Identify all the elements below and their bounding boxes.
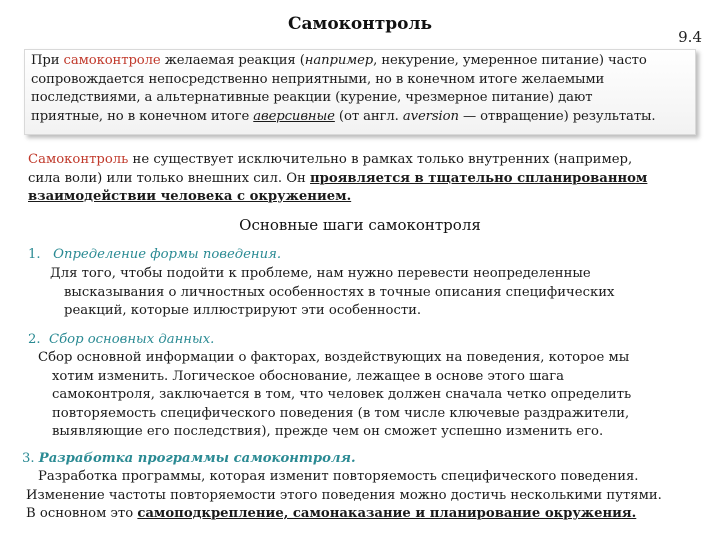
step-3-body: Разработка программы, которая изменит повторяемость специфического поведения. Изменение частоты повторяемости этого поведения можно достичь несколькими путями. В основном это самоподкрепление, самонаказание и планирование окружения. — [26, 469, 662, 521]
intro-box — [24, 49, 696, 135]
step-3-heading: 3. Разработка программы самоконтроля. — [22, 451, 356, 466]
para2-line-3: взаимодействии человека с окружением. — [28, 189, 352, 204]
step-2-body: Сбор основной информации о факторах, воздействующих на поведения, которое мы хотим изменить. Логическое обоснование, лежащее в основе этого шага самоконтроля, заключается в том, что человек должен сначала четко определить повторяемость специфического поведения (в том числе ключевые раздражители, выявляющие его последствия), прежде чем он сможет успешно изменить его. — [38, 350, 632, 439]
intro-line-1: При самоконтроле желаемая реакция (например, некурение, умеренное питание) часто — [31, 53, 647, 68]
slide-number: 9.4 — [678, 28, 702, 46]
steps-heading: Основные шаги самоконтроля — [239, 216, 481, 234]
step-1-body: Для того, чтобы подойти к проблеме, нам нужно перевести неопределенные высказывания о личностных особенностях в точные описания специфических реакций, которые иллюстрируют эти особенности. — [50, 266, 615, 318]
slide-title: Самоконтроль — [288, 14, 432, 34]
para2-line-2: сила воли) или только внешних сил. Он проявляется в тщательно спланированном — [28, 170, 648, 186]
step-2-heading: 2. Сбор основных данных. — [28, 332, 215, 347]
self-control-methods: самоподкрепление, самонаказание и планирование окружения. — [137, 506, 637, 521]
intro-line-3: последствиями, а альтернативные реакции (курение, чрезмерное питание) дают — [31, 90, 593, 105]
step-1-heading: 1. Определение формы поведения. — [28, 247, 282, 262]
para2-line-1: Самоконтроль не существует исключительно в рамках только внутренних (например, — [28, 152, 633, 167]
aversive-term: аверсивные — [253, 108, 335, 124]
intro-line-4: приятные, но в конечном итоге аверсивные (от англ. aversion — отвращение) результаты. — [31, 108, 656, 124]
self-control-paragraph — [28, 151, 708, 207]
intro-line-2: сопровождается непосредственно неприятными, но в конечном итоге желаемыми — [31, 71, 605, 87]
